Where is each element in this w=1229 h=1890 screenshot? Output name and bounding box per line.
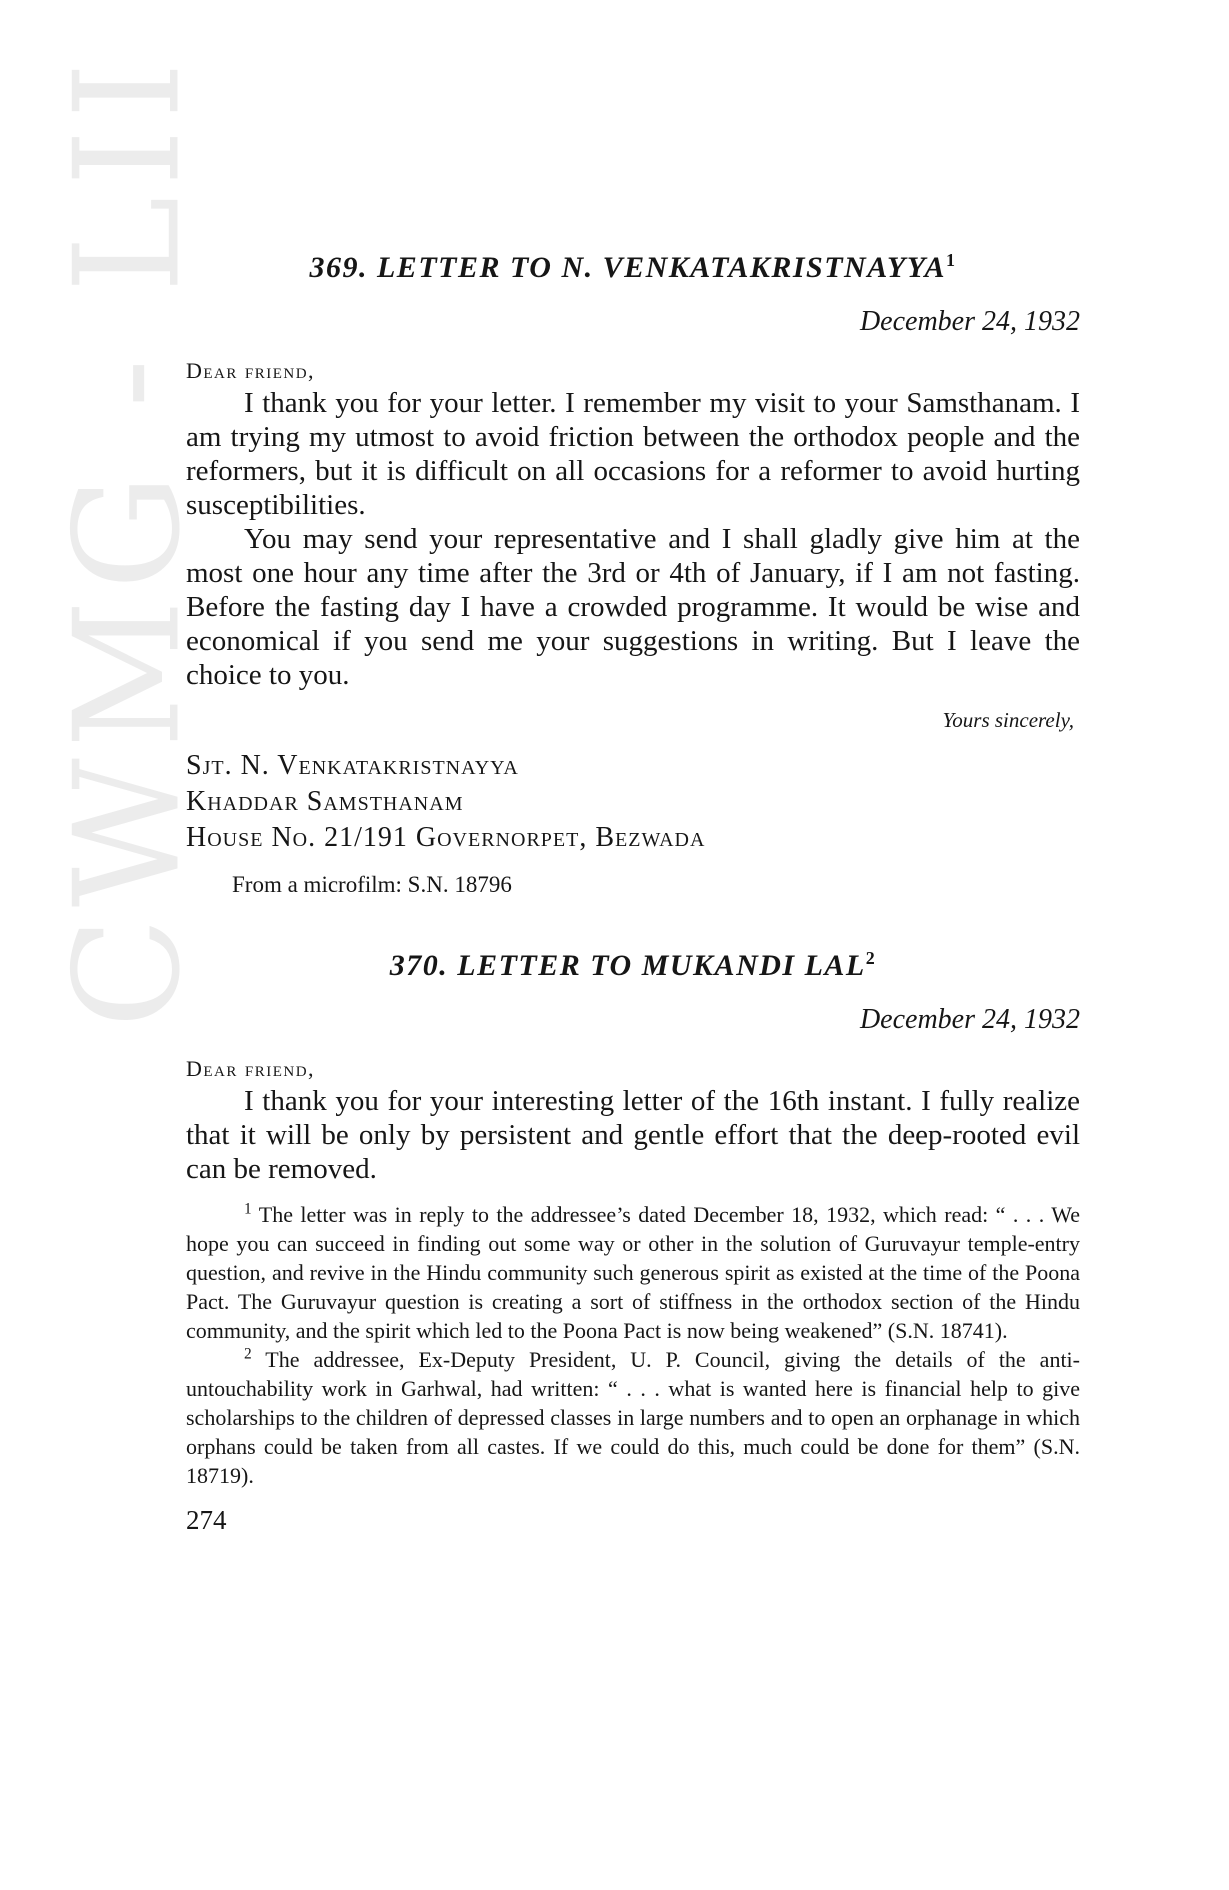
source-note: From a microfilm: S.N. 18796 xyxy=(232,872,512,897)
letter-title-text: 370. LETTER TO MUKANDI LAL xyxy=(389,949,866,982)
letter-date: December 24, 1932 xyxy=(859,306,1080,337)
address-line: House No. 21/191 Governorpet, Bezwada xyxy=(186,822,706,853)
body-paragraph: You may send your representative and I shall gladly give him at the most one hour any time after the 3rd or 4th of January, if I am not fasting. Before the fasting day I have a crowded programme. It would be wise and economical if you send me your suggestions in writing. But I leave the choice to you. xyxy=(186,523,1080,691)
letter-date: December 24, 1932 xyxy=(859,1004,1080,1035)
footnote-text: The letter was in reply to the addressee’s dated December 18, 1932, which read: “ . . . We hope you can succeed in finding out some way or other in the solution of Guruvayur temple-entry question, and revive in the Hindu community such generous spirit as existed at the time of the Poona Pact. The Guruvayur question is creating a sort of stiffness in the orthodox section of the Hindu community, and the spirit which led to the Poona Pact is now being weakened” (S.N. 18741). xyxy=(186,1202,1080,1343)
letter-370 xyxy=(186,946,1080,1186)
body-paragraph: I thank you for your letter. I remember my visit to your Samsthanam. I am trying my utmost to avoid friction between the orthodox people and the reformers, but it is difficult on all occasions for a reformer to avoid hurting susceptibilities. xyxy=(186,387,1080,521)
address-line: Sjt. N. Venkatakristnayya xyxy=(186,750,519,781)
letter-title-text: 369. LETTER TO N. VENKATAKRISTNAYYA xyxy=(309,251,946,284)
address-block xyxy=(186,748,1080,856)
page-number: 274 xyxy=(186,1505,227,1535)
footnote-mark: 2 xyxy=(244,1345,252,1363)
letter-title xyxy=(186,248,1080,288)
watermark-text: CWMG - LII xyxy=(43,51,213,1029)
salutation: Dear friend, xyxy=(186,358,316,383)
footnote xyxy=(186,1345,1080,1490)
footnote-ref[interactable]: 1 xyxy=(946,250,957,270)
closing: Yours sincerely, xyxy=(942,708,1074,732)
footnote xyxy=(186,1200,1080,1345)
letter-369 xyxy=(186,248,1080,900)
footnotes xyxy=(186,1200,1080,1490)
letter-title xyxy=(186,946,1080,986)
footnote-mark: 1 xyxy=(244,1200,252,1218)
address-line: Khaddar Samsthanam xyxy=(186,786,464,817)
salutation: Dear friend, xyxy=(186,1056,316,1081)
footnote-text: The addressee, Ex-Deputy President, U. P. Council, giving the details of the anti-untouchability work in Garhwal, had written: “ . . . what is wanted here is financial help to give scholarships to the children of depressed classes in large numbers and to open an orphanage in which orphans could be taken from all castes. If we could do this, much could be done for them” (S.N. 18719). xyxy=(186,1347,1080,1488)
page-content xyxy=(186,248,1080,1538)
body-paragraph: I thank you for your interesting letter of the 16th instant. I fully realize that it will be only by persistent and gentle effort that the deep-rooted evil can be removed. xyxy=(186,1085,1080,1185)
footnote-ref[interactable]: 2 xyxy=(865,948,877,968)
